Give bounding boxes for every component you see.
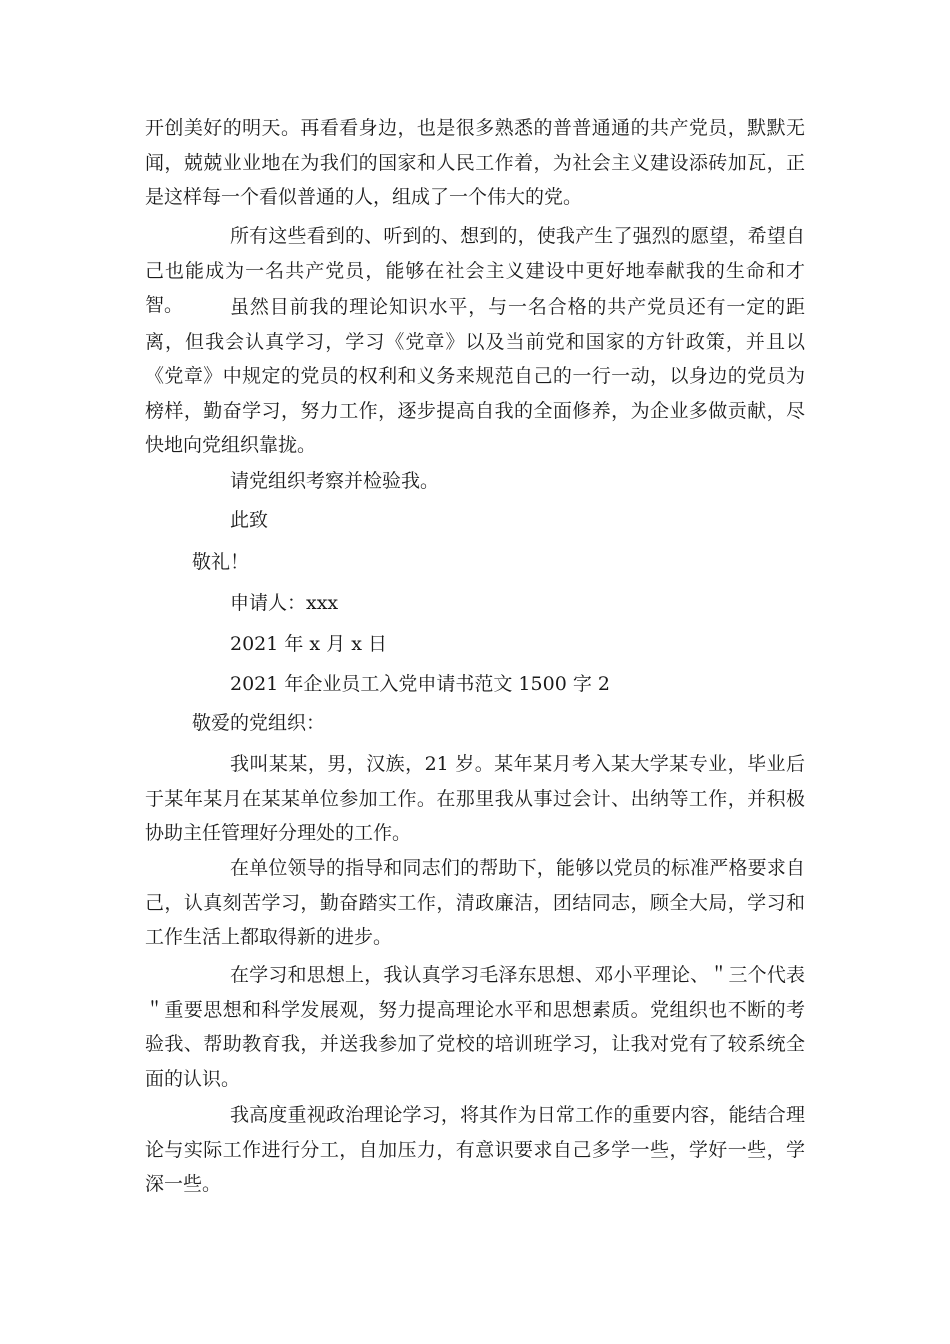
applicant-signature: 申请人：xxx xyxy=(230,592,339,614)
paragraph-wish: 所有这些看到的、听到的、想到的，使我产生了强烈的愿望，希望自己也能成为一名共产党员，能够在社会主义建设中更好地奉献我的生命和才智。 xyxy=(145,225,805,316)
paragraph-work-progress: 在单位领导的指导和同志们的帮助下，能够以党员的标准严格要求自己，认真刻苦学习，勤奋踏实工作，清政廉洁，团结同志，顾全大局，学习和工作生活上都取得新的进步。 xyxy=(145,857,805,948)
paragraph-self-introduction: 我叫某某，男，汉族，21 岁。某年某月考入某大学某专业，毕业后于某年某月在某某单位参加工作。在那里我从事过会计、出纳等工作，并积极协助主任管理好分理处的工作。 xyxy=(145,753,805,844)
salutation: 敬爱的党组织： xyxy=(192,712,326,734)
paragraph-continuation: 开创美好的明天。再看看身边，也是很多熟悉的普普通通的共产党员，默默无闻，兢兢业业地在为我们的国家和人民工作着，为社会主义建设添砖加瓦，正是这样每一个看似普通的人，组成了一个伟大的党。 xyxy=(145,117,805,208)
closing-cizhi: 此致 xyxy=(230,509,269,531)
paragraph-request-inspection: 请党组织考察并检验我。 xyxy=(230,470,440,492)
closing-salute: 敬礼！ xyxy=(192,551,250,573)
section-title: 2021 年企业员工入党申请书范文 1500 字 2 xyxy=(230,673,610,695)
paragraph-political-theory: 我高度重视政治理论学习，将其作为日常工作的重要内容，能结合理论与实际工作进行分工，自加压力，有意识要求自己多学一些，学好一些，学深一些。 xyxy=(145,1104,805,1195)
application-date: 2021 年 x 月 x 日 xyxy=(230,633,387,655)
paragraph-study-commitment: 虽然目前我的理论知识水平，与一名合格的共产党员还有一定的距离，但我会认真学习，学习《党章》以及当前党和国家的方针政策，并且以《党章》中规定的党员的权利和义务来规范自己的一行一动，以身边的党员为榜样，勤奋学习，努力工作，逐步提高自我的全面修养，为企业多做贡献，尽快地向党组织靠拢。 xyxy=(145,296,805,456)
paragraph-study-thought: 在学习和思想上，我认真学习毛泽东思想、邓小平理论、＂三个代表＂重要思想和科学发展观，努力提高理论水平和思想素质。党组织也不断的考验我、帮助教育我，并送我参加了党校的培训班学习，让我对党有了较系统全面的认识。 xyxy=(145,964,805,1090)
